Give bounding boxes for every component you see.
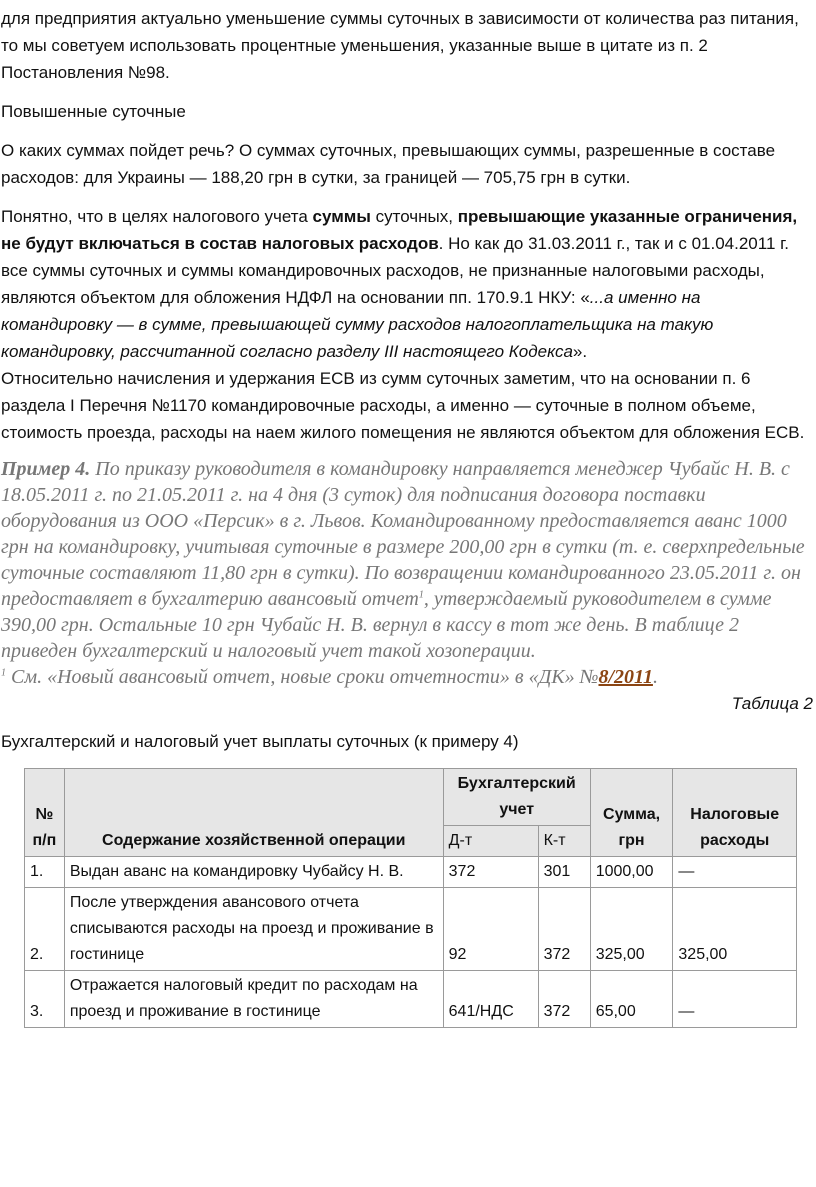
example-label: Пример 4.	[1, 458, 91, 480]
text-run: суточных,	[370, 207, 458, 226]
footnote-text: См. «Новый авансовый отчет, новые сроки отчетности» в «ДК» №	[6, 666, 599, 688]
table-row	[25, 857, 797, 888]
accounting-table	[24, 768, 797, 1028]
cell-content: Выдан аванс на командировку Чубайсу Н. В.	[64, 857, 443, 888]
bold-run: суммы	[312, 207, 371, 226]
paragraph: О каких суммах пойдет речь? О суммах суточных, превышающих суммы, разрешенные в составе расходов: для Украины — 188,20 грн в сутки, за границей — 705,75 грн в сутки.	[1, 141, 776, 187]
footnote-marker: 1	[1, 667, 6, 679]
issue-link[interactable]: 8/2011	[598, 666, 653, 688]
text-run: ».	[572, 342, 588, 361]
paragraph: Относительно начисления и удержания ЕСВ из сумм суточных заметим, что на основании п. 6 раздела I Перечня №1170 командировочные расходы, а именно — суточные в полном объеме, стоимость проезда, расходы на наем жилого помещения не являются объектом для обложения ЕСВ.	[1, 369, 805, 442]
example-text: По приказу руководителя в командировку направляется менеджер Чубайс Н. В. с 18.05.2011 г. по 21.05.2011 г. на 4 дня (3 суток) для подписания договора поставки оборудования из ООО «Персик» в г. Львов. Командированному предоставляется аванс 1000 грн на командировку, учитывая суточные в размере 200,00 грн в сутки (т. е. сверхпредельные суточные составляют 11,80 грн в сутки). По возвращении командированного 23.05.2011 г. он предоставляет в бухгалтерию авансовый отчет	[1, 458, 805, 610]
paragraph	[1, 203, 816, 365]
cell-tax: —	[673, 971, 797, 1028]
table-caption: Бухгалтерский и налоговый учет выплаты суточных (к примеру 4)	[1, 732, 519, 751]
cell-sum: 1000,00	[590, 857, 673, 888]
footnote-text: .	[652, 666, 658, 688]
cell-content: После утверждения авансового отчета списываются расходы на проезд и проживание в гостинице	[64, 888, 443, 971]
footnote-marker: 1	[418, 589, 424, 601]
cell-debit: 641/НДС	[443, 971, 538, 1028]
cell-debit: 372	[443, 857, 538, 888]
header-tax: Налоговые расходы	[673, 769, 797, 857]
subheading: Повышенные суточные	[1, 102, 186, 121]
header-content: Содержание хозяйственной операции	[64, 769, 443, 857]
text-run: Понятно, что в целях налогового учета	[1, 207, 313, 226]
cell-num: 3.	[25, 971, 65, 1028]
cell-content: Отражается налоговый кредит по расходам на проезд и проживание в гостинице	[64, 971, 443, 1028]
cell-tax: —	[673, 857, 797, 888]
bold-run: превышающие указанные ограничения, не будут включаться в состав налоговых расходов	[1, 207, 798, 253]
example-block	[1, 456, 816, 690]
cell-credit: 372	[538, 888, 590, 971]
footnote	[1, 666, 658, 688]
cell-sum: 325,00	[590, 888, 673, 971]
header-accounting: Бухгалтерский учет	[443, 769, 590, 826]
cell-tax: 325,00	[673, 888, 797, 971]
table-row	[25, 888, 797, 971]
table-row	[25, 971, 797, 1028]
example-text: , утверждаемый руководителем в сумме 390,00 грн. Остальные 10 грн Чубайс Н. В. вернул в кассу в тот же день. В таблице 2 приведен бухгалтерский и налоговый учет такой хозоперации.	[1, 588, 772, 662]
paragraph: для предприятия актуально уменьшение суммы суточных в зависимости от количества раз питания, то мы советуем использовать процентные уменьшения, указанные выше в цитате из п. 2 Постановления №98.	[1, 9, 799, 82]
header-credit: К-т	[538, 826, 590, 857]
table-label: Таблица 2	[731, 694, 813, 713]
cell-num: 1.	[25, 857, 65, 888]
header-num: № п/п	[25, 769, 65, 857]
header-sum: Сумма, грн	[590, 769, 673, 857]
cell-debit: 92	[443, 888, 538, 971]
cell-credit: 372	[538, 971, 590, 1028]
header-debit: Д-т	[443, 826, 538, 857]
cell-num: 2.	[25, 888, 65, 971]
italic-quote: ...а именно на командировку — в сумме, превышающей сумму расходов налогоплательщика на такую командировку, рассчитанной согласно разделу III настоящего Кодекса	[1, 288, 714, 361]
cell-credit: 301	[538, 857, 590, 888]
text-run: . Но как до 31.03.2011 г., так и с 01.04.2011 г. все суммы суточных и суммы командировочных расходов, не признанные налоговыми расходы, являются объектом для обложения НДФЛ на основании пп. 170.9.1 НКУ: «	[1, 234, 789, 307]
cell-sum: 65,00	[590, 971, 673, 1028]
